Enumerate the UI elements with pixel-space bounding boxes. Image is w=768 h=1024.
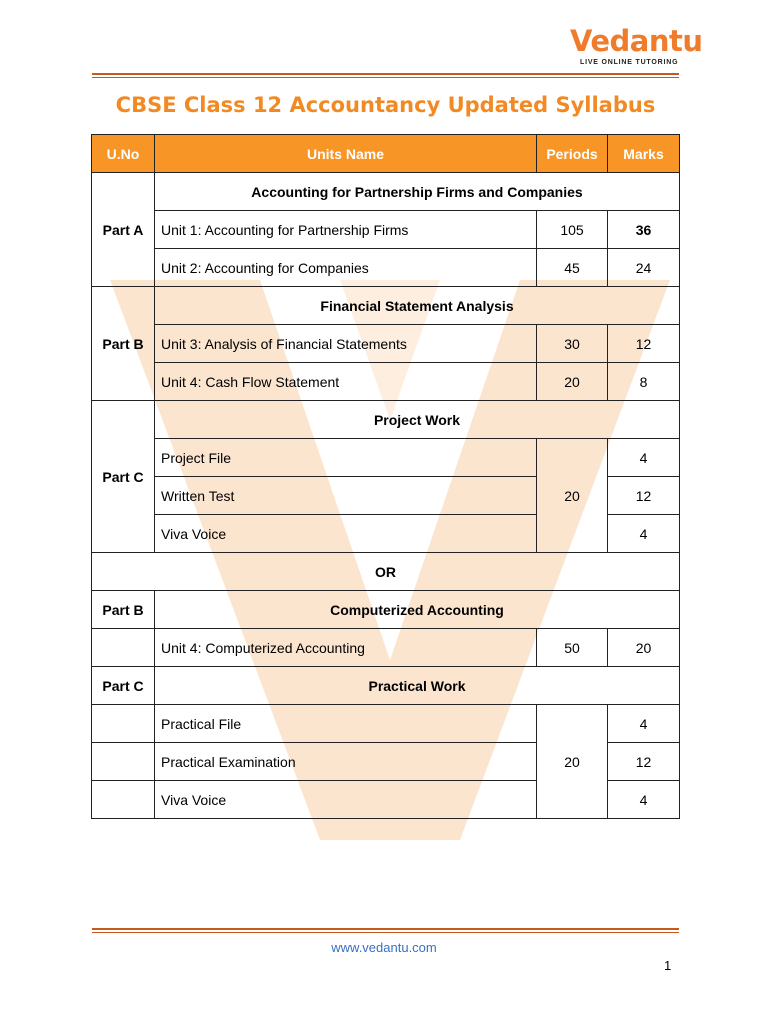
unit-marks: 4 <box>608 515 680 553</box>
col-header-marks: Marks <box>608 135 680 173</box>
or-divider: OR <box>92 553 680 591</box>
table-row <box>92 363 680 401</box>
table-row <box>92 591 680 629</box>
footer-divider <box>92 928 679 930</box>
unit-marks: 36 <box>608 211 680 249</box>
unit-marks: 4 <box>608 781 680 819</box>
unit-marks: 24 <box>608 249 680 287</box>
table-row <box>92 439 680 477</box>
unit-name: Unit 1: Accounting for Partnership Firms <box>155 211 537 249</box>
unit-name: Unit 4: Cash Flow Statement <box>155 363 537 401</box>
unit-marks: 8 <box>608 363 680 401</box>
col-header-uno: U.No <box>92 135 155 173</box>
section-periods: 20 <box>537 439 608 553</box>
unit-name: Practical File <box>155 705 537 743</box>
section-heading: Accounting for Partnership Firms and Companies <box>155 173 680 211</box>
table-row <box>92 553 680 591</box>
table-row <box>92 249 680 287</box>
unit-marks: 12 <box>608 325 680 363</box>
page-number: 1 <box>664 958 672 973</box>
part-label: Part B <box>92 287 155 401</box>
unit-marks: 20 <box>608 629 680 667</box>
table-row <box>92 211 680 249</box>
table-row <box>92 325 680 363</box>
syllabus-table <box>91 134 680 819</box>
unit-marks: 4 <box>608 705 680 743</box>
table-header-row <box>92 135 680 173</box>
unit-periods: 20 <box>537 363 608 401</box>
unit-name: Written Test <box>155 477 537 515</box>
part-label: Part A <box>92 173 155 287</box>
unit-periods: 50 <box>537 629 608 667</box>
col-header-units-name: Units Name <box>155 135 537 173</box>
table-row <box>92 667 680 705</box>
empty-cell <box>92 781 155 819</box>
unit-name: Project File <box>155 439 537 477</box>
table-row <box>92 705 680 743</box>
footer-divider-thin <box>92 932 679 933</box>
unit-marks: 12 <box>608 477 680 515</box>
empty-cell <box>92 629 155 667</box>
empty-cell <box>92 743 155 781</box>
unit-name: Viva Voice <box>155 515 537 553</box>
section-heading: Financial Statement Analysis <box>155 287 680 325</box>
header-divider <box>92 73 679 75</box>
part-label: Part C <box>92 667 155 705</box>
table-row <box>92 401 680 439</box>
unit-periods: 45 <box>537 249 608 287</box>
unit-periods: 105 <box>537 211 608 249</box>
part-label: Part C <box>92 401 155 553</box>
unit-marks: 4 <box>608 439 680 477</box>
empty-cell <box>92 705 155 743</box>
page-title: CBSE Class 12 Accountancy Updated Syllabus <box>115 93 656 117</box>
section-heading: Project Work <box>155 401 680 439</box>
col-header-periods: Periods <box>537 135 608 173</box>
section-periods: 20 <box>537 705 608 819</box>
unit-name: Viva Voice <box>155 781 537 819</box>
section-heading: Practical Work <box>155 667 680 705</box>
unit-marks: 12 <box>608 743 680 781</box>
unit-name: Unit 4: Computerized Accounting <box>155 629 537 667</box>
logo-wordmark: Vedantu <box>570 24 703 58</box>
unit-name: Unit 3: Analysis of Financial Statements <box>155 325 537 363</box>
unit-name: Unit 2: Accounting for Companies <box>155 249 537 287</box>
section-heading: Computerized Accounting <box>155 591 680 629</box>
footer-link[interactable]: www.vedantu.com <box>331 940 437 955</box>
part-label: Part B <box>92 591 155 629</box>
unit-name: Practical Examination <box>155 743 537 781</box>
header-divider-thin <box>92 77 679 78</box>
unit-periods: 30 <box>537 325 608 363</box>
table-row <box>92 287 680 325</box>
table-row <box>92 629 680 667</box>
logo-tagline: LIVE ONLINE TUTORING <box>580 59 679 66</box>
table-row <box>92 173 680 211</box>
vedantu-logo <box>570 24 703 72</box>
